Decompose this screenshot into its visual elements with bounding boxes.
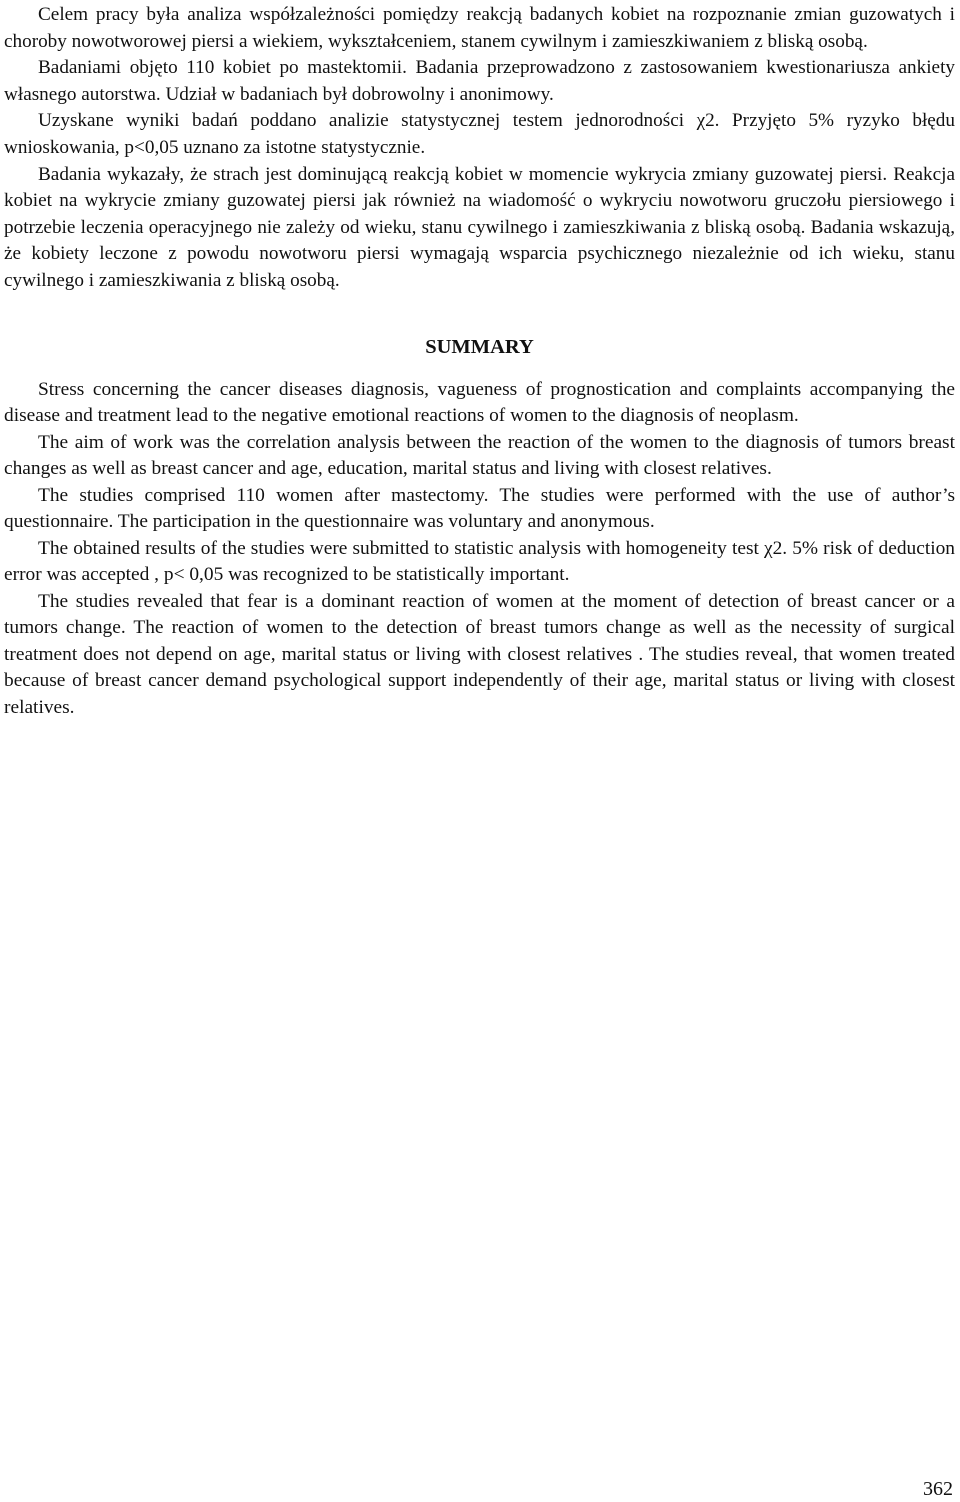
- summary-paragraph: Stress concerning the cancer diseases diagnosis, vagueness of prognostication and complaints accompanying the disease and treatment lead to the negative emotional reactions of women to the diagnosis of neoplasm.: [4, 378, 955, 427]
- abstract-paragraph: Uzyskane wyniki badań poddano analizie statystycznej testem jednorodności χ2. Przyjęto 5% ryzyko błędu wnioskowania, p<0,05 uznano za istotne statystycznie.: [4, 110, 955, 158]
- summary-paragraph: The aim of work was the correlation analysis between the reaction of the women to the diagnosis of tumors breast changes as well as breast cancer and age, education, marital status and living with closest relatives.: [4, 431, 955, 480]
- summary-heading: SUMMARY: [425, 335, 534, 358]
- page-content: [4, 0, 955, 721]
- summary-paragraph: The studies comprised 110 women after mastectomy. The studies were performed with the use of author’s questionnaire. The participation in the questionnaire was voluntary and anonymous.: [4, 484, 955, 533]
- abstract-paragraph: Badania wykazały, że strach jest dominującą reakcją kobiet w momencie wykrycia zmiany guzowatej piersi. Reakcja kobiet na wykrycie zmiany guzowatej piersi jak również na wiadomość o wykryciu nowotworu gruczołu piersiowego i potrzebie leczenia operacyjnego nie zależy od wieku, stanu cywilnego i zamieszkiwania z bliską osobą. Badania wskazują, że kobiety leczone z powodu nowotworu piersi wymagają wsparcia psychicznego niezależnie od ich wieku, stanu cywilnego i zamieszkiwania z bliską osobą.: [4, 163, 955, 291]
- english-summary: [4, 377, 955, 722]
- summary-paragraph: The studies revealed that fear is a dominant reaction of women at the moment of detection of breast cancer or a tumors change. The reaction of women to the detection of breast tumors change as well as the necessity of surgical treatment does not depend on age, marital status or living with closest relatives . The studies reveal, that women treated because of breast cancer demand psychological support independently of their age, marital status or living with closest relatives.: [4, 590, 955, 718]
- polish-abstract: [4, 2, 955, 295]
- abstract-paragraph: Badaniami objęto 110 kobiet po mastektomii. Badania przeprowadzono z zastosowaniem kwestionariusza ankiety własnego autorstwa. Udział w badaniach był dobrowolny i anonimowy.: [4, 57, 955, 105]
- page-number: 362: [923, 1478, 953, 1500]
- abstract-paragraph: Celem pracy była analiza współzależności pomiędzy reakcją badanych kobiet na rozpoznanie zmian guzowatych i choroby nowotworowej piersi a wiekiem, wykształceniem, stanem cywilnym i zamieszkiwaniem z bliską osobą.: [4, 4, 955, 52]
- summary-paragraph: The obtained results of the studies were submitted to statistic analysis with homogeneity test χ2. 5% risk of deduction error was accepted , p< 0,05 was recognized to be statistically important.: [4, 537, 955, 586]
